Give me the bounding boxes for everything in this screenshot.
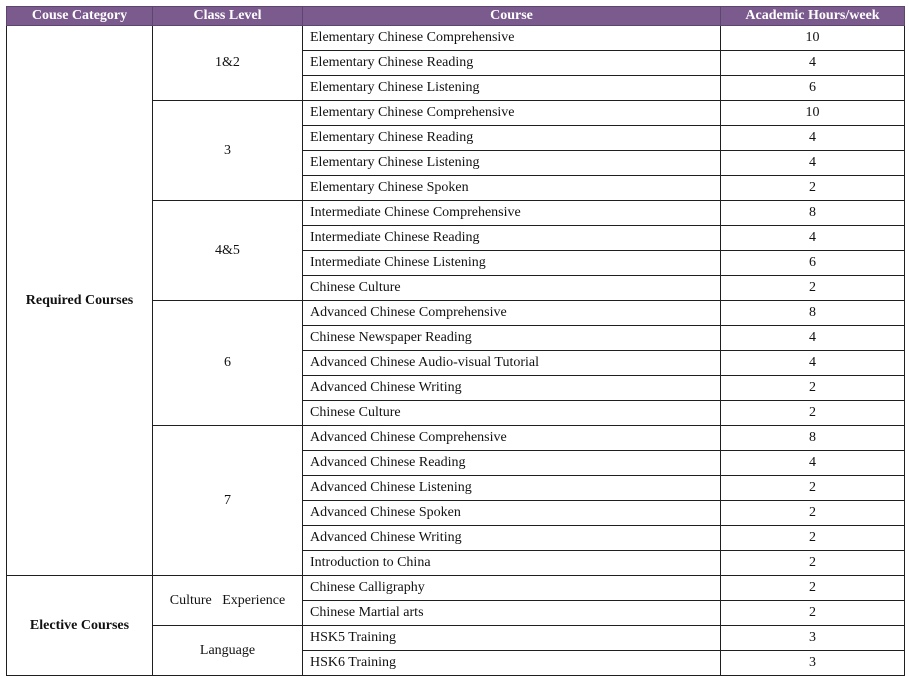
category-cell: Elective Courses [7, 576, 153, 676]
course-name-cell: Advanced Chinese Audio-visual Tutorial [303, 351, 721, 376]
table-header [7, 7, 905, 26]
course-table-container [6, 6, 905, 676]
course-name-cell: HSK5 Training [303, 626, 721, 651]
academic-hours-cell: 4 [721, 326, 905, 351]
course-name-cell: Chinese Calligraphy [303, 576, 721, 601]
course-name-cell: Elementary Chinese Comprehensive [303, 101, 721, 126]
academic-hours-cell: 4 [721, 226, 905, 251]
academic-hours-cell: 4 [721, 126, 905, 151]
course-name-cell: Elementary Chinese Listening [303, 76, 721, 101]
academic-hours-cell: 3 [721, 651, 905, 676]
academic-hours-cell: 2 [721, 176, 905, 201]
course-name-cell: HSK6 Training [303, 651, 721, 676]
academic-hours-cell: 2 [721, 276, 905, 301]
course-name-cell: Elementary Chinese Reading [303, 51, 721, 76]
class-level-cell: 3 [153, 101, 303, 201]
academic-hours-cell: 4 [721, 51, 905, 76]
course-name-cell: Chinese Culture [303, 401, 721, 426]
header-course-category: Couse Category [7, 7, 153, 26]
class-level-cell: 4&5 [153, 201, 303, 301]
academic-hours-cell: 6 [721, 76, 905, 101]
course-name-cell: Intermediate Chinese Comprehensive [303, 201, 721, 226]
course-name-cell: Elementary Chinese Reading [303, 126, 721, 151]
academic-hours-cell: 10 [721, 26, 905, 51]
academic-hours-cell: 3 [721, 626, 905, 651]
academic-hours-cell: 2 [721, 376, 905, 401]
table-row [7, 26, 905, 51]
course-name-cell: Advanced Chinese Spoken [303, 501, 721, 526]
course-name-cell: Advanced Chinese Writing [303, 526, 721, 551]
academic-hours-cell: 2 [721, 601, 905, 626]
category-cell: Required Courses [7, 26, 153, 576]
class-level-cell: 1&2 [153, 26, 303, 101]
class-level-cell: Language [153, 626, 303, 676]
class-level-cell: Culture Experience [153, 576, 303, 626]
academic-hours-cell: 10 [721, 101, 905, 126]
course-name-cell: Chinese Martial arts [303, 601, 721, 626]
header-academic-hours: Academic Hours/week [721, 7, 905, 26]
academic-hours-cell: 4 [721, 351, 905, 376]
header-course: Course [303, 7, 721, 26]
table-row [7, 576, 905, 601]
academic-hours-cell: 2 [721, 551, 905, 576]
header-class-level: Class Level [153, 7, 303, 26]
course-name-cell: Advanced Chinese Comprehensive [303, 301, 721, 326]
course-name-cell: Introduction to China [303, 551, 721, 576]
course-name-cell: Intermediate Chinese Listening [303, 251, 721, 276]
academic-hours-cell: 2 [721, 576, 905, 601]
course-table [6, 6, 905, 676]
academic-hours-cell: 2 [721, 501, 905, 526]
course-name-cell: Intermediate Chinese Reading [303, 226, 721, 251]
course-name-cell: Advanced Chinese Listening [303, 476, 721, 501]
course-name-cell: Chinese Newspaper Reading [303, 326, 721, 351]
course-name-cell: Advanced Chinese Reading [303, 451, 721, 476]
academic-hours-cell: 8 [721, 301, 905, 326]
course-name-cell: Chinese Culture [303, 276, 721, 301]
course-name-cell: Advanced Chinese Writing [303, 376, 721, 401]
academic-hours-cell: 2 [721, 476, 905, 501]
academic-hours-cell: 6 [721, 251, 905, 276]
course-name-cell: Elementary Chinese Listening [303, 151, 721, 176]
class-level-cell: 6 [153, 301, 303, 426]
academic-hours-cell: 2 [721, 401, 905, 426]
academic-hours-cell: 8 [721, 426, 905, 451]
academic-hours-cell: 2 [721, 526, 905, 551]
course-name-cell: Elementary Chinese Comprehensive [303, 26, 721, 51]
table-body [7, 26, 905, 676]
header-row [7, 7, 905, 26]
class-level-cell: 7 [153, 426, 303, 576]
academic-hours-cell: 4 [721, 451, 905, 476]
academic-hours-cell: 4 [721, 151, 905, 176]
course-name-cell: Advanced Chinese Comprehensive [303, 426, 721, 451]
course-name-cell: Elementary Chinese Spoken [303, 176, 721, 201]
academic-hours-cell: 8 [721, 201, 905, 226]
